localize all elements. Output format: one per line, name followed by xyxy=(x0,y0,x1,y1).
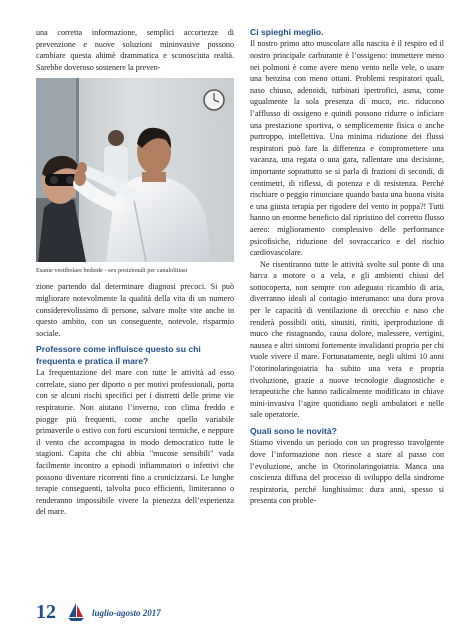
right-paragraph-2: Ne risentiranno tutte le attività svolte sul ponte di una barca a motore o a vela, e gli ambienti chiusi del sottocoperta, non sempre con adeguato ricambio di aria, diverranno ideali al contagio interumano: una dura prova per le capacità di ventilazione di orecchio e naso che renderà possibili otiti, sinusiti, riniti, iperproduzione di muco che ristagnando, causa dolore, malessere, vertigini, nausea e altri sintomi fortemente invalidanti proprio per chi vuole vivere il mare. Fortunatamente, negli ultimi 10 anni l’otorinolaringoiatria ha subito una vera e propria rivoluzione, grazie a nuove tecnologie diagnostiche e terapeutiche che hanno radicalmente modificato in chiave mini-invasiva l’agire quotidiano negli ambulatori e nelle sale operatorie. xyxy=(250,259,444,420)
left-paragraph-3: La frequentazione del mare con tutte le attività ad esso correlate, siano per diporto o per motivi professionali, porta con se alcuni rischi specifici per i distretti delle prime vie respiratorie. Non aiutano l’inverno, con clima freddo e piogge più frequenti, come anche quello variabile primaverile o estivo con forti escursioni termiche, e neppure il vento che accompagna in modo democratico tutte le stagioni. Capita che chi abbia "mucose sensibili" vada facilmente incontro a episodi infiammatori o infettivi che possono diventare ricorrenti fino a cronicizzarsi. Le lunghe terapie conseguenti, talvolta poco efficienti, limiteranno o renderanno impossibile vivere la pienezza dell’esperienza del mare. xyxy=(36,368,234,517)
sailboat-logo-icon xyxy=(66,602,86,622)
right-paragraph-1: Il nostro primo atto muscolare alla nascita è il respiro ed il nostro principale carburante è l’ossigeno: immettere meno nei polmoni è come avere meno vento nelle vele, o usare una benzina con meno ottani. Problemi respiratori quali, naso chiuso, adenoidi, turbinati ipertrofici, asma, come ugualmente la sola presenza di muco, etc. riducono l’afflusso di ossigeno e quindi possono ridurre o inficiare una prestazione sportiva, o semplicemente fisica o anche purtroppo, intellettiva. Una minima riduzione dei flussi respiratori può fare la differenza e compromettere una vacanza, una regata o una gara, rallentare una decisione, importante soprattutto se si parla di frazioni di secondi, di centimetri, di riflessi, di potenza e di resistenza. Perché rischiare o peggio rinunciare quando basta una buona visita e una giusta terapia per rigodere del vento in poppa?! Tutti hanno un enorme beneficio dal ripristino del corretto flusso aereo: miglioramento complessivo delle performance psicofisiche, riduzione del sovraccarico e del rischio cardiovascolare. xyxy=(250,39,444,258)
photo-caption: Esame vestibolare bedside - sex posizionali per canalolitiasi xyxy=(36,267,188,275)
right-column xyxy=(250,27,444,507)
section-heading-professore: Professore come influisce questo su chi frequenta e pratica il mare? xyxy=(36,344,201,366)
page-number: 12 xyxy=(36,601,56,623)
left-paragraph-2: zione partendo dal determinare diagnosi precoci. Si può migliorare notevolmente la qualità della vita di un numero considerevolissimo di persone, salvare molte vite anche in questo ambito, con un conseguente, notevole, risparmio sociale. xyxy=(36,282,234,338)
issue-date: luglio-agosto 2017 xyxy=(92,608,161,618)
section-heading-novita: Quali sono le novità? xyxy=(250,426,337,436)
left-column xyxy=(36,27,234,518)
page-footer xyxy=(36,601,444,625)
intro-paragraph: una corretta informazione, semplici accortezze di prevenzione e nuove soluzioni mininvasive possono cambiare questa ahimè drammatica e sconosciuta realtà. Sarebbe doveroso sostenere la preven- xyxy=(36,28,234,72)
article-photo xyxy=(36,78,234,262)
section-heading-ci-spieghi: Ci spieghi meglio. xyxy=(250,27,324,37)
right-paragraph-3: Stiamo vivendo un periodo con un progresso travolgente dove l’informazione non riesce a stare al passo con l’evoluzione, anche in Otorinolaringoiatria. Manca una coscienza diffusa del processo di sviluppo della sindrome respiratoria, perché lunghissimo: dura anni, spesso si presenta con proble- xyxy=(250,438,444,506)
doctor-examining-patient-image xyxy=(36,78,234,262)
